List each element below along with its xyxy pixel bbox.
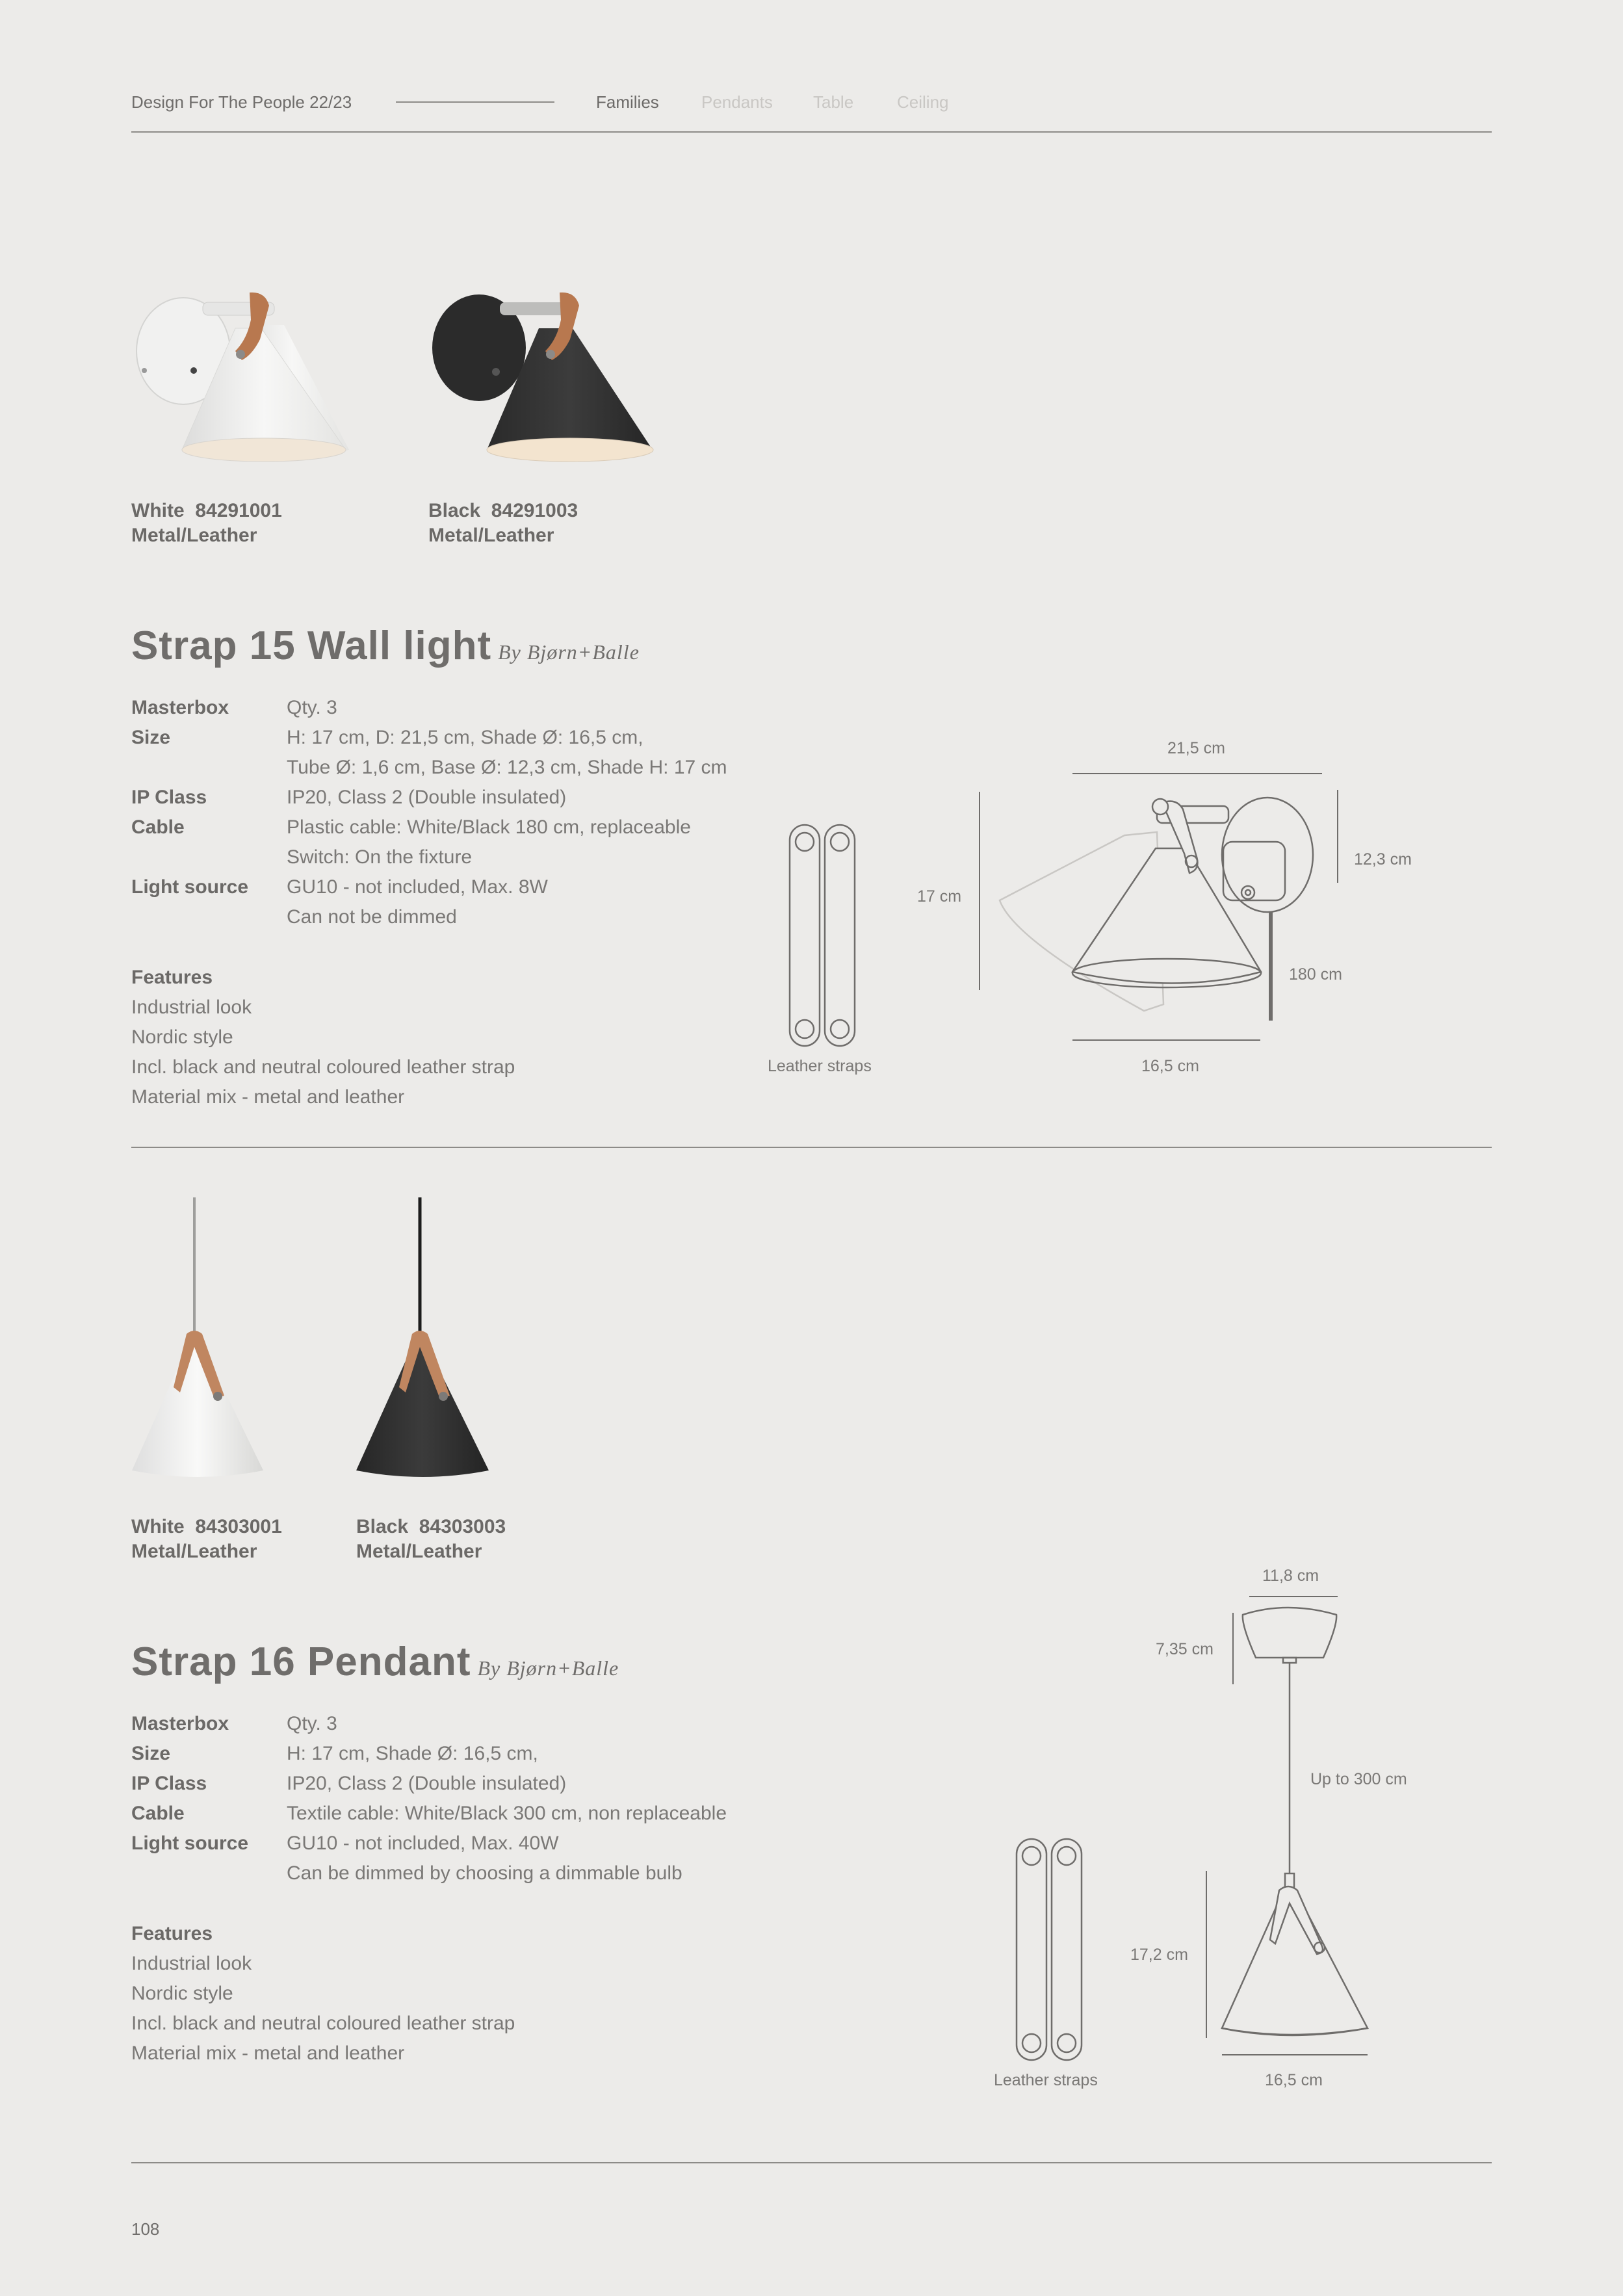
white-wall-lamp-image <box>131 280 352 468</box>
variant-white-wall: White 84291001 Metal/Leather <box>131 500 282 546</box>
feature-item: Material mix - metal and leather <box>131 1086 405 1108</box>
variant-black-wall: Black 84291003 Metal/Leather <box>428 500 578 546</box>
features-heading: Features <box>131 967 213 988</box>
variant-black-pendant: Black 84303003 Metal/Leather <box>356 1516 506 1562</box>
nav-ceiling[interactable]: Ceiling <box>897 92 949 112</box>
features-heading: Features <box>131 1923 213 1944</box>
spec-label: Cable <box>131 1803 185 1824</box>
dim-base: 12,3 cm <box>1354 850 1412 868</box>
spec-value: Switch: On the fixture <box>287 846 473 868</box>
variant-white-pendant: White 84303001 Metal/Leather <box>131 1516 282 1562</box>
spec-label: IP Class <box>131 787 207 808</box>
spec-value: GU10 - not included, Max. 40W <box>287 1833 559 1854</box>
feature-item: Industrial look <box>131 1953 252 1974</box>
spec-label: Cable <box>131 816 185 838</box>
header-rule <box>131 131 1492 133</box>
dim-line <box>1222 2054 1368 2055</box>
spec-value: H: 17 cm, Shade Ø: 16,5 cm, <box>287 1743 538 1764</box>
dim-pendant-height: 17,2 cm <box>1130 1946 1188 1964</box>
spec-value: Textile cable: White/Black 300 cm, non replaceable <box>287 1803 727 1824</box>
wall-light-drawing <box>994 770 1332 1056</box>
dim-line <box>1232 1613 1234 1684</box>
dim-line <box>1249 1596 1338 1597</box>
dim-line <box>1337 790 1338 883</box>
straps-label: Leather straps <box>994 2071 1098 2089</box>
dim-line <box>1072 1039 1260 1041</box>
spec-value: Can be dimmed by choosing a dimmable bulb <box>287 1862 682 1884</box>
dim-cable-length: Up to 300 cm <box>1310 1770 1407 1788</box>
spec-label: Size <box>131 1743 171 1764</box>
spec-label: Masterbox <box>131 1713 229 1734</box>
product-title-wall: Strap 15 Wall light By Bjørn+Balle <box>131 623 640 668</box>
dim-height: 17 cm <box>917 887 962 906</box>
spec-value: Tube Ø: 1,6 cm, Base Ø: 12,3 cm, Shade H: 17 cm <box>287 757 727 778</box>
spec-value: IP20, Class 2 (Double insulated) <box>287 787 567 808</box>
feature-item: Nordic style <box>131 1026 233 1048</box>
feature-item: Industrial look <box>131 997 252 1018</box>
spec-label: Light source <box>131 1833 249 1854</box>
feature-item: Incl. black and neutral coloured leather strap <box>131 2013 515 2034</box>
footer-rule <box>131 2162 1492 2163</box>
dim-canopy-width: 11,8 cm <box>1262 1567 1319 1585</box>
spec-value: Can not be dimmed <box>287 906 457 928</box>
pendant-drawing <box>1215 1606 1371 2048</box>
designer-credit: By Bjørn+Balle <box>477 1656 619 1680</box>
black-wall-lamp-image <box>428 280 662 468</box>
spec-value: H: 17 cm, D: 21,5 cm, Shade Ø: 16,5 cm, <box>287 727 643 748</box>
spec-value: IP20, Class 2 (Double insulated) <box>287 1773 567 1794</box>
spec-value: Plastic cable: White/Black 180 cm, replaceable <box>287 816 691 838</box>
feature-item: Nordic style <box>131 1983 233 2004</box>
dim-shade: 16,5 cm <box>1141 1057 1199 1075</box>
leather-straps-drawing <box>1013 1836 1091 2064</box>
white-pendant-image <box>127 1197 270 1483</box>
product-title-pendant: Strap 16 Pendant By Bjørn+Balle <box>131 1639 619 1684</box>
spec-value: Qty. 3 <box>287 1713 337 1734</box>
spec-value: GU10 - not included, Max. 8W <box>287 876 548 898</box>
feature-item: Material mix - metal and leather <box>131 2042 405 2064</box>
spec-label: IP Class <box>131 1773 207 1794</box>
catalog-title: Design For The People 22/23 <box>131 92 352 112</box>
designer-credit: By Bjørn+Balle <box>498 640 640 664</box>
header-dash <box>396 101 554 103</box>
leather-straps-drawing <box>786 822 864 1050</box>
spec-label: Masterbox <box>131 697 229 718</box>
page-number: 108 <box>131 2219 160 2239</box>
nav-families[interactable]: Families <box>596 92 659 112</box>
dim-line <box>979 792 980 990</box>
nav-table[interactable]: Table <box>813 92 854 112</box>
spec-value: Qty. 3 <box>287 697 337 718</box>
dim-cable: 180 cm <box>1289 965 1342 984</box>
section-rule <box>131 1147 1492 1148</box>
dim-line <box>1072 773 1322 774</box>
nav-pendants[interactable]: Pendants <box>701 92 773 112</box>
dim-canopy-height: 7,35 cm <box>1156 1640 1214 1658</box>
dim-pendant-shade: 16,5 cm <box>1265 2071 1323 2089</box>
spec-label: Light source <box>131 876 249 898</box>
feature-item: Incl. black and neutral coloured leather strap <box>131 1056 515 1078</box>
spec-label: Size <box>131 727 171 748</box>
black-pendant-image <box>351 1197 494 1483</box>
dim-line <box>1206 1871 1207 2038</box>
straps-label: Leather straps <box>768 1057 872 1075</box>
dim-depth: 21,5 cm <box>1167 739 1225 757</box>
